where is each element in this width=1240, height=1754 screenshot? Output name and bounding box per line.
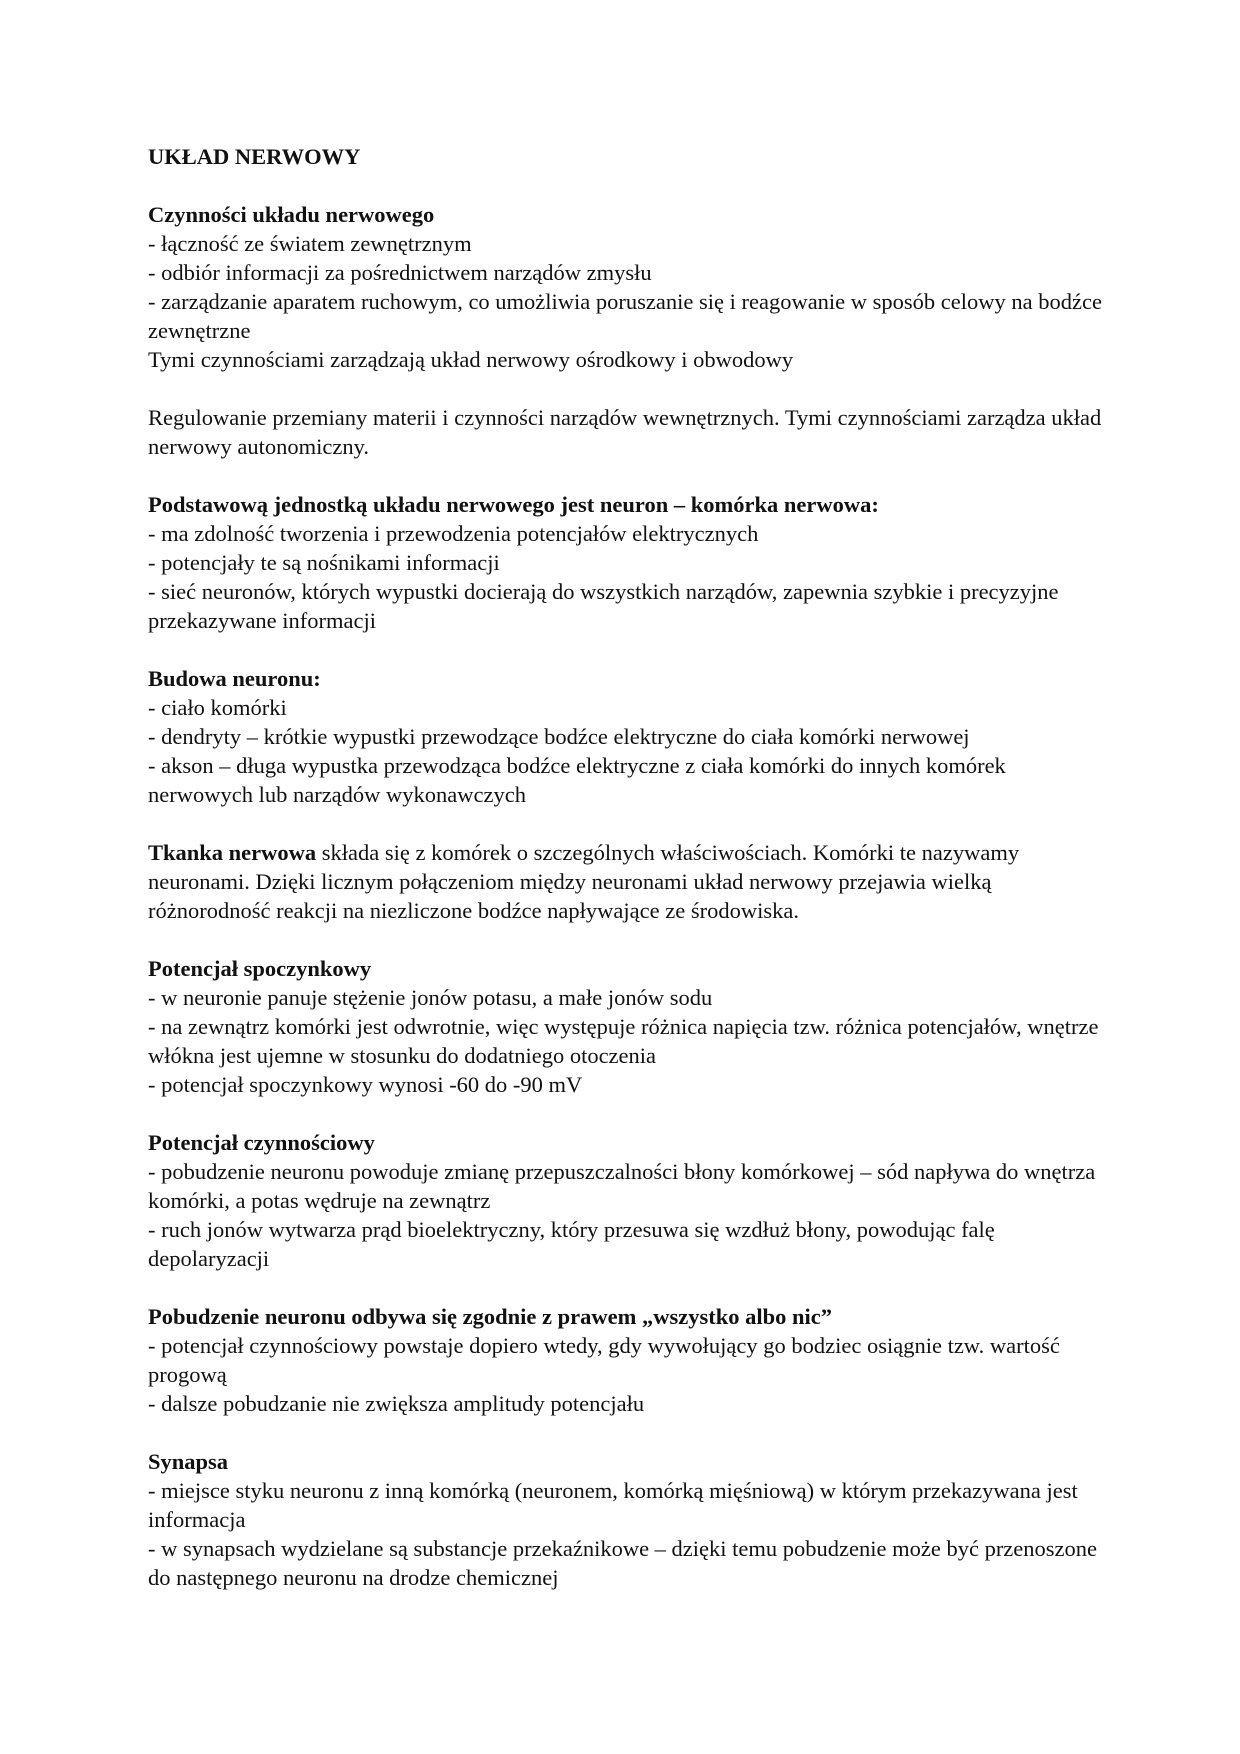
list-item: - ma zdolność tworzenia i przewodzenia potencjałów elektrycznych: [148, 521, 759, 546]
section-heading: Potencjał spoczynkowy: [148, 956, 372, 981]
section-heading: Potencjał czynnościowy: [148, 1130, 375, 1155]
list-item: - ciało komórki: [148, 695, 287, 720]
inline-term: Tkanka nerwowa: [148, 840, 317, 865]
paragraph: [148, 838, 1108, 925]
list-item: - w neuronie panuje stężenie jonów potasu, a małe jonów sodu: [148, 985, 713, 1010]
section-action: [148, 1128, 1108, 1273]
section-heading: Budowa neuronu:: [148, 666, 321, 691]
section-all-or-none: [148, 1302, 1108, 1418]
section-heading: Podstawową jednostką układu nerwowego jest neuron – komórka nerwowa:: [148, 492, 879, 517]
list-item: - ruch jonów wytwarza prąd bioelektryczny, który przesuwa się wzdłuż błony, powodując falę depolaryzacji: [148, 1217, 995, 1271]
list-item: - potencjał czynnościowy powstaje dopiero wtedy, gdy wywołujący go bodziec osiągnie tzw. wartość progową: [148, 1333, 1060, 1387]
paragraph-text: składa się z komórek o szczególnych właściwościach. Komórki te nazywamy neuronami. Dzięki licznym połączeniom między neuronami układ nerwowy przejawia wielką różnorodność reakcji na niezliczone bodźce napływające ze środowiska.: [148, 840, 1020, 923]
section-regulation: [148, 403, 1108, 461]
section-synapse: [148, 1447, 1108, 1592]
list-item: - łączność ze światem zewnętrznym: [148, 231, 472, 256]
list-item: - dalsze pobudzanie nie zwiększa amplitudy potencjału: [148, 1391, 645, 1416]
document-title: UKŁAD NERWOWY: [148, 144, 361, 169]
section-tissue: [148, 838, 1108, 925]
section-heading: Czynności układu nerwowego: [148, 202, 435, 227]
list-item: Tymi czynnościami zarządzają układ nerwowy ośrodkowy i obwodowy: [148, 347, 794, 372]
list-item: - miejsce styku neuronu z inną komórką (neuronem, komórką mięśniową) w którym przekazywana jest informacja: [148, 1478, 1078, 1532]
list-item: - odbiór informacji za pośrednictwem narządów zmysłu: [148, 260, 652, 285]
section-heading: Pobudzenie neuronu odbywa się zgodnie z prawem „wszystko albo nic”: [148, 1304, 833, 1329]
section-neuron: [148, 490, 1108, 635]
section-resting: [148, 954, 1108, 1099]
list-item: - akson – długa wypustka przewodząca bodźce elektryczne z ciała komórki do innych komórek nerwowych lub narządów wykonawczych: [148, 753, 1006, 807]
list-item: - potencjał spoczynkowy wynosi -60 do -90 mV: [148, 1072, 583, 1097]
list-item: - w synapsach wydzielane są substancje przekaźnikowe – dzięki temu pobudzenie może być przenoszone do następnego neuronu na drodze chemicznej: [148, 1536, 1098, 1590]
list-item: - zarządzanie aparatem ruchowym, co umożliwia poruszanie się i reagowanie w sposób celowy na bodźce zewnętrzne: [148, 289, 1102, 343]
section-heading: Synapsa: [148, 1449, 229, 1474]
section-functions: [148, 200, 1108, 374]
list-item: - potencjały te są nośnikami informacji: [148, 550, 500, 575]
document-page: [148, 142, 1108, 1621]
list-item: - pobudzenie neuronu powoduje zmianę przepuszczalności błony komórkowej – sód napływa do wnętrza komórki, a potas wędruje na zewnątrz: [148, 1159, 1096, 1213]
list-item: - na zewnątrz komórki jest odwrotnie, więc występuje różnica napięcia tzw. różnica potencjałów, wnętrze włókna jest ujemne w stosunku do dodatniego otoczenia: [148, 1014, 1099, 1068]
section-structure: [148, 664, 1108, 809]
paragraph: Regulowanie przemiany materii i czynności narządów wewnętrznych. Tymi czynnościami zarządza układ nerwowy autonomiczny.: [148, 405, 1102, 459]
list-item: - dendryty – krótkie wypustki przewodzące bodźce elektryczne do ciała komórki nerwowej: [148, 724, 970, 749]
list-item: - sieć neuronów, których wypustki docierają do wszystkich narządów, zapewnia szybkie i precyzyjne przekazywane informacji: [148, 579, 1059, 633]
